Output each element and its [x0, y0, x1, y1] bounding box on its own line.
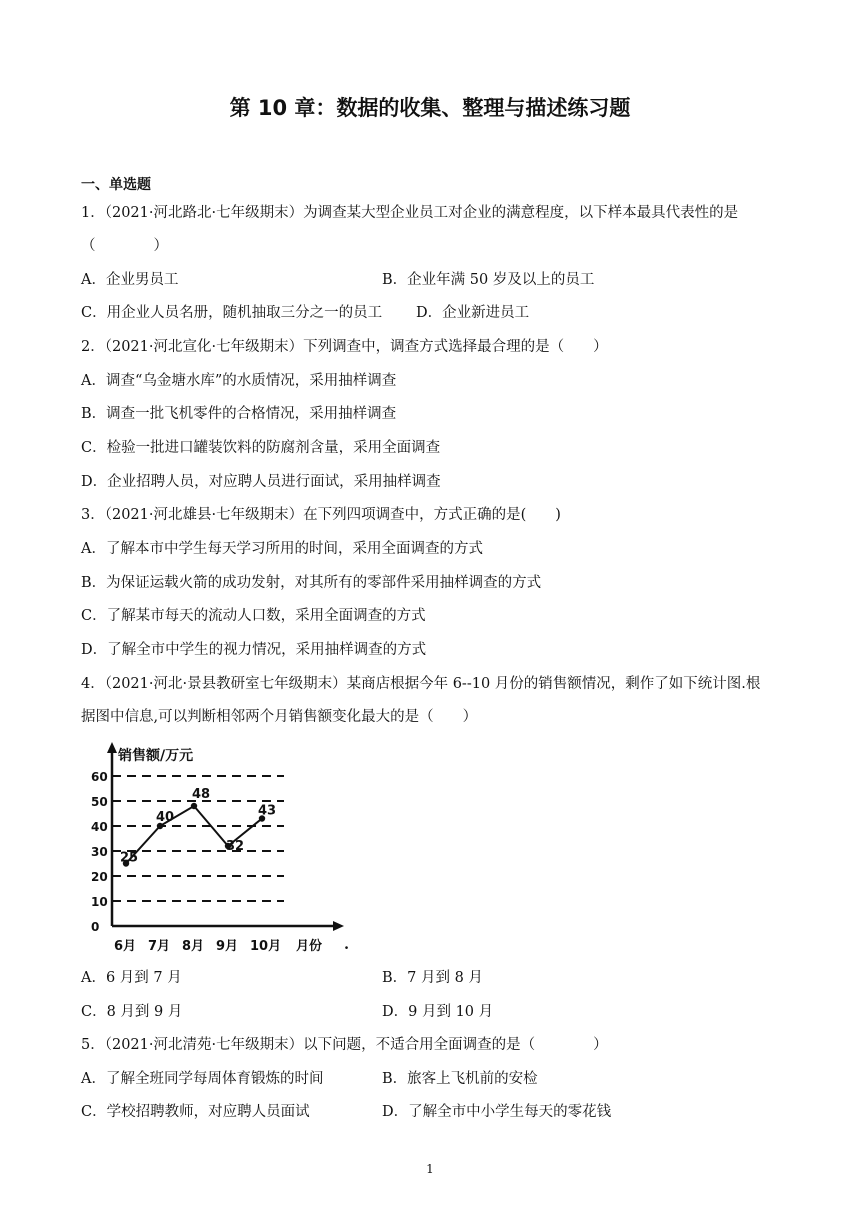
- q3-option-b: B．为保证运载火箭的成功发射，对其所有的零部件采用抽样调查的方式: [81, 575, 542, 591]
- q5-option-a: A．了解全班同学每周体育锻炼的时间: [81, 1071, 324, 1087]
- data-label: 32: [226, 839, 245, 854]
- data-label: 48: [192, 787, 211, 802]
- x-tick-labels: [114, 939, 281, 954]
- y-tick-labels: [91, 770, 108, 934]
- q3-option-d: D．了解全市中学生的视力情况，采用抽样调查的方式: [81, 642, 427, 658]
- y-axis-label: 销售额/万元: [118, 748, 194, 764]
- x-tick-label: 7月: [148, 939, 171, 954]
- data-point: [191, 803, 197, 809]
- question-4-stem: 4．（2021·河北·景县教研室七年级期末）某商店根据今年 6--10 月份的销售额情况，剩作了如下统计图.根: [81, 676, 761, 692]
- page-number: 1: [426, 1162, 434, 1176]
- q2-option-d: D．企业招聘人员，对应聘人员进行面试，采用抽样调查: [81, 474, 441, 490]
- sales-line-chart: [84, 740, 364, 958]
- q3-option-a: A．了解本市中学生每天学习所用的时间，采用全面调查的方式: [81, 541, 483, 557]
- y-tick-label: 20: [91, 870, 108, 884]
- section-heading: 一、单选题: [81, 177, 151, 193]
- y-tick-label: 10: [91, 895, 108, 909]
- q1-option-d: D．企业新进员工: [416, 305, 530, 321]
- data-label: 43: [258, 803, 277, 819]
- page-title: 第 10 章：数据的收集、整理与描述练习题: [229, 96, 631, 120]
- x-axis-arrow: [333, 921, 344, 931]
- q1-option-a: A．企业男员工: [81, 272, 179, 288]
- q1-option-b: B．企业年满 50 岁及以上的员工: [382, 272, 595, 288]
- y-tick-label: 30: [91, 845, 108, 859]
- x-axis-label: 月份: [296, 939, 323, 954]
- q4-option-b: B．7 月到 8 月: [382, 970, 483, 986]
- q4-option-d: D．9 月到 10 月: [382, 1004, 494, 1020]
- q5-option-b: B．旅客上飞机前的安检: [382, 1071, 538, 1087]
- x-tick-label: 9月: [216, 939, 239, 954]
- q1-option-c: C．用企业人员名册，随机抽取三分之一的员工: [81, 305, 383, 321]
- question-4-stem-cont: 据图中信息,可以判断相邻两个月销售额变化最大的是（ ）: [81, 709, 478, 725]
- question-2-stem: 2．（2021·河北宣化·七年级期末）下列调查中，调查方式选择最合理的是（ ）: [81, 339, 608, 355]
- q5-option-c: C．学校招聘教师，对应聘人员面试: [81, 1104, 310, 1120]
- y-tick-label: 0: [91, 920, 100, 934]
- q2-option-a: A．调查“乌金塘水库”的水质情况，采用抽样调查: [81, 373, 397, 389]
- data-label: 40: [156, 810, 175, 825]
- q3-option-c: C．了解某市每天的流动人口数，采用全面调查的方式: [81, 608, 426, 624]
- y-tick-label: 60: [91, 770, 108, 784]
- question-1-stem: 1．（2021·河北路北·七年级期末）为调查某大型企业员工对企业的满意程度，以下样本最具代表性的是: [81, 205, 739, 221]
- q4-option-a: A．6 月到 7 月: [81, 970, 182, 986]
- x-tick-label: 8月: [182, 939, 205, 954]
- y-tick-label: 40: [91, 820, 108, 834]
- y-axis-arrow: [107, 742, 117, 753]
- x-tick-label: 6月: [114, 939, 137, 954]
- y-tick-label: 50: [91, 795, 108, 809]
- x-tick-label: 10月: [250, 939, 282, 954]
- q5-option-d: D．了解全市中小学生每天的零花钱: [382, 1104, 612, 1120]
- data-points: [123, 803, 265, 867]
- question-3-stem: 3．（2021·河北雄县·七年级期末）在下列四项调查中，方式正确的是( ): [81, 507, 561, 523]
- series-line: [126, 806, 262, 864]
- q4-option-c: C．8 月到 9 月: [81, 1004, 183, 1020]
- data-label: 25: [120, 850, 139, 866]
- q2-option-c: C．检验一批进口罐装饮料的防腐剂含量，采用全面调查: [81, 440, 441, 456]
- question-5-stem: 5．（2021·河北清苑·七年级期末）以下问题，不适合用全面调查的是（ ）: [81, 1037, 608, 1053]
- question-1-blank: （ ）: [81, 238, 168, 254]
- chart-trailing-dot: .: [344, 936, 350, 953]
- q2-option-b: B．调查一批飞机零件的合格情况，采用抽样调查: [81, 406, 397, 422]
